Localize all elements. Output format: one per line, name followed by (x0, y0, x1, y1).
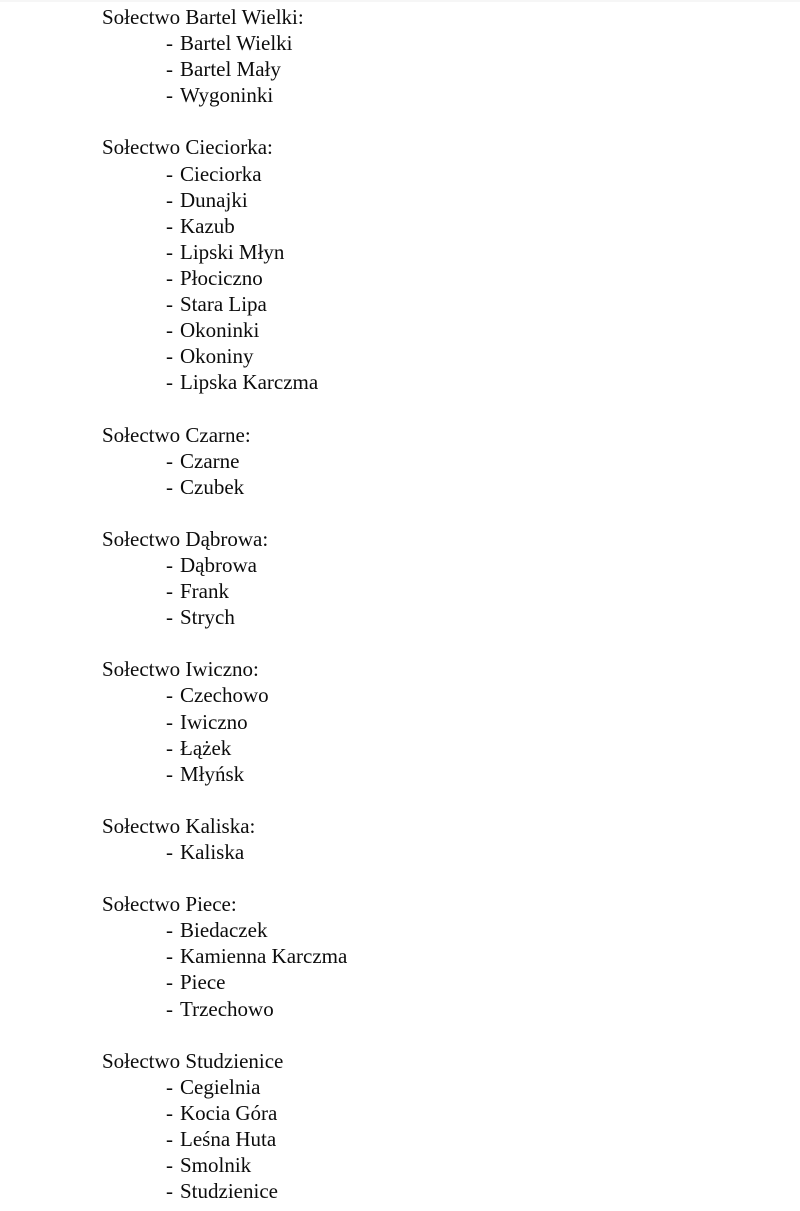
solectwo-section (102, 891, 760, 1021)
item-bullet: - (166, 605, 173, 630)
item-bullet: - (166, 161, 173, 186)
solectwo-section (102, 134, 760, 395)
item-label: Kamienna Karczma (180, 944, 348, 969)
list-item (102, 1152, 760, 1178)
item-bullet: - (166, 213, 173, 238)
item-label: Czubek (180, 474, 245, 499)
item-label: Dąbrowa (180, 552, 257, 577)
list-item (102, 448, 760, 474)
item-label: Lipska Karczma (180, 370, 319, 395)
item-bullet: - (166, 735, 173, 760)
list-item (102, 917, 760, 943)
item-bullet: - (166, 1127, 173, 1152)
section-header: Sołectwo Studzienice (102, 1048, 284, 1073)
item-label: Czechowo (180, 683, 269, 708)
item-label: Okoninki (180, 318, 260, 343)
item-bullet: - (166, 344, 173, 369)
item-bullet: - (166, 1179, 173, 1204)
list-item (102, 682, 760, 708)
item-label: Kazub (180, 213, 235, 238)
solectwo-section (102, 526, 760, 630)
item-label: Piece (180, 970, 226, 995)
item-bullet: - (166, 318, 173, 343)
section-header: Sołectwo Cieciorka: (102, 135, 273, 160)
list-item (102, 839, 760, 865)
solectwo-section (102, 813, 760, 865)
solectwo-section (102, 422, 760, 500)
item-label: Płociczno (180, 265, 263, 290)
item-label: Biedaczek (180, 918, 268, 943)
item-bullet: - (166, 1153, 173, 1178)
sections-container (102, 4, 760, 1204)
item-label: Smolnik (180, 1153, 252, 1178)
list-item (102, 761, 760, 787)
list-item (102, 265, 760, 291)
item-bullet: - (166, 761, 173, 786)
item-label: Dunajki (180, 187, 248, 212)
item-label: Bartel Mały (180, 57, 281, 82)
item-bullet: - (166, 579, 173, 604)
item-label: Bartel Wielki (180, 31, 293, 56)
item-bullet: - (166, 83, 173, 108)
list-item (102, 369, 760, 395)
item-bullet: - (166, 239, 173, 264)
item-label: Studzienice (180, 1179, 278, 1204)
item-label: Kaliska (180, 840, 245, 864)
list-item (102, 30, 760, 56)
item-bullet: - (166, 292, 173, 317)
item-label: Frank (180, 579, 229, 604)
item-bullet: - (166, 370, 173, 395)
item-bullet: - (166, 970, 173, 995)
section-header: Sołectwo Czarne: (102, 422, 251, 447)
list-item (102, 213, 760, 239)
item-bullet: - (166, 552, 173, 577)
item-bullet: - (166, 474, 173, 499)
list-item (102, 735, 760, 761)
list-item (102, 317, 760, 343)
list-item (102, 239, 760, 265)
document-page (0, 2, 800, 1204)
item-bullet: - (166, 57, 173, 82)
item-bullet: - (166, 683, 173, 708)
list-item (102, 604, 760, 630)
list-item (102, 943, 760, 969)
item-label: Młyńsk (180, 761, 245, 786)
item-bullet: - (166, 1100, 173, 1125)
list-item (102, 82, 760, 108)
item-bullet: - (166, 187, 173, 212)
list-item (102, 578, 760, 604)
list-item (102, 161, 760, 187)
item-label: Cieciorka (180, 161, 262, 186)
list-item (102, 709, 760, 735)
list-item (102, 552, 760, 578)
solectwo-section (102, 1048, 760, 1205)
item-bullet: - (166, 996, 173, 1021)
list-item (102, 996, 760, 1022)
list-item (102, 56, 760, 82)
list-item (102, 1178, 760, 1204)
item-bullet: - (166, 265, 173, 290)
section-header: Sołectwo Bartel Wielki: (102, 5, 304, 29)
item-label: Stara Lipa (180, 292, 267, 317)
list-item (102, 291, 760, 317)
list-item (102, 1126, 760, 1152)
item-bullet: - (166, 31, 173, 56)
item-label: Leśna Huta (180, 1127, 277, 1152)
item-label: Trzechowo (180, 996, 274, 1021)
solectwo-section (102, 4, 760, 108)
section-header: Sołectwo Kaliska: (102, 813, 256, 838)
list-item (102, 1100, 760, 1126)
item-bullet: - (166, 918, 173, 943)
item-bullet: - (166, 840, 173, 864)
item-label: Łążek (180, 735, 232, 760)
list-item (102, 474, 760, 500)
item-label: Wygoninki (180, 83, 274, 108)
section-header: Sołectwo Dąbrowa: (102, 526, 269, 551)
item-label: Cegielnia (180, 1074, 261, 1099)
list-item (102, 187, 760, 213)
item-label: Czarne (180, 448, 240, 473)
section-header: Sołectwo Piece: (102, 892, 237, 917)
item-bullet: - (166, 944, 173, 969)
item-label: Okoniny (180, 344, 254, 369)
item-bullet: - (166, 709, 173, 734)
item-label: Kocia Góra (180, 1100, 278, 1125)
item-label: Strych (180, 605, 235, 630)
item-label: Lipski Młyn (180, 239, 285, 264)
item-bullet: - (166, 448, 173, 473)
item-label: Iwiczno (180, 709, 248, 734)
section-header: Sołectwo Iwiczno: (102, 657, 259, 682)
list-item (102, 969, 760, 995)
list-item (102, 343, 760, 369)
solectwo-section (102, 656, 760, 786)
item-bullet: - (166, 1074, 173, 1099)
list-item (102, 1074, 760, 1100)
